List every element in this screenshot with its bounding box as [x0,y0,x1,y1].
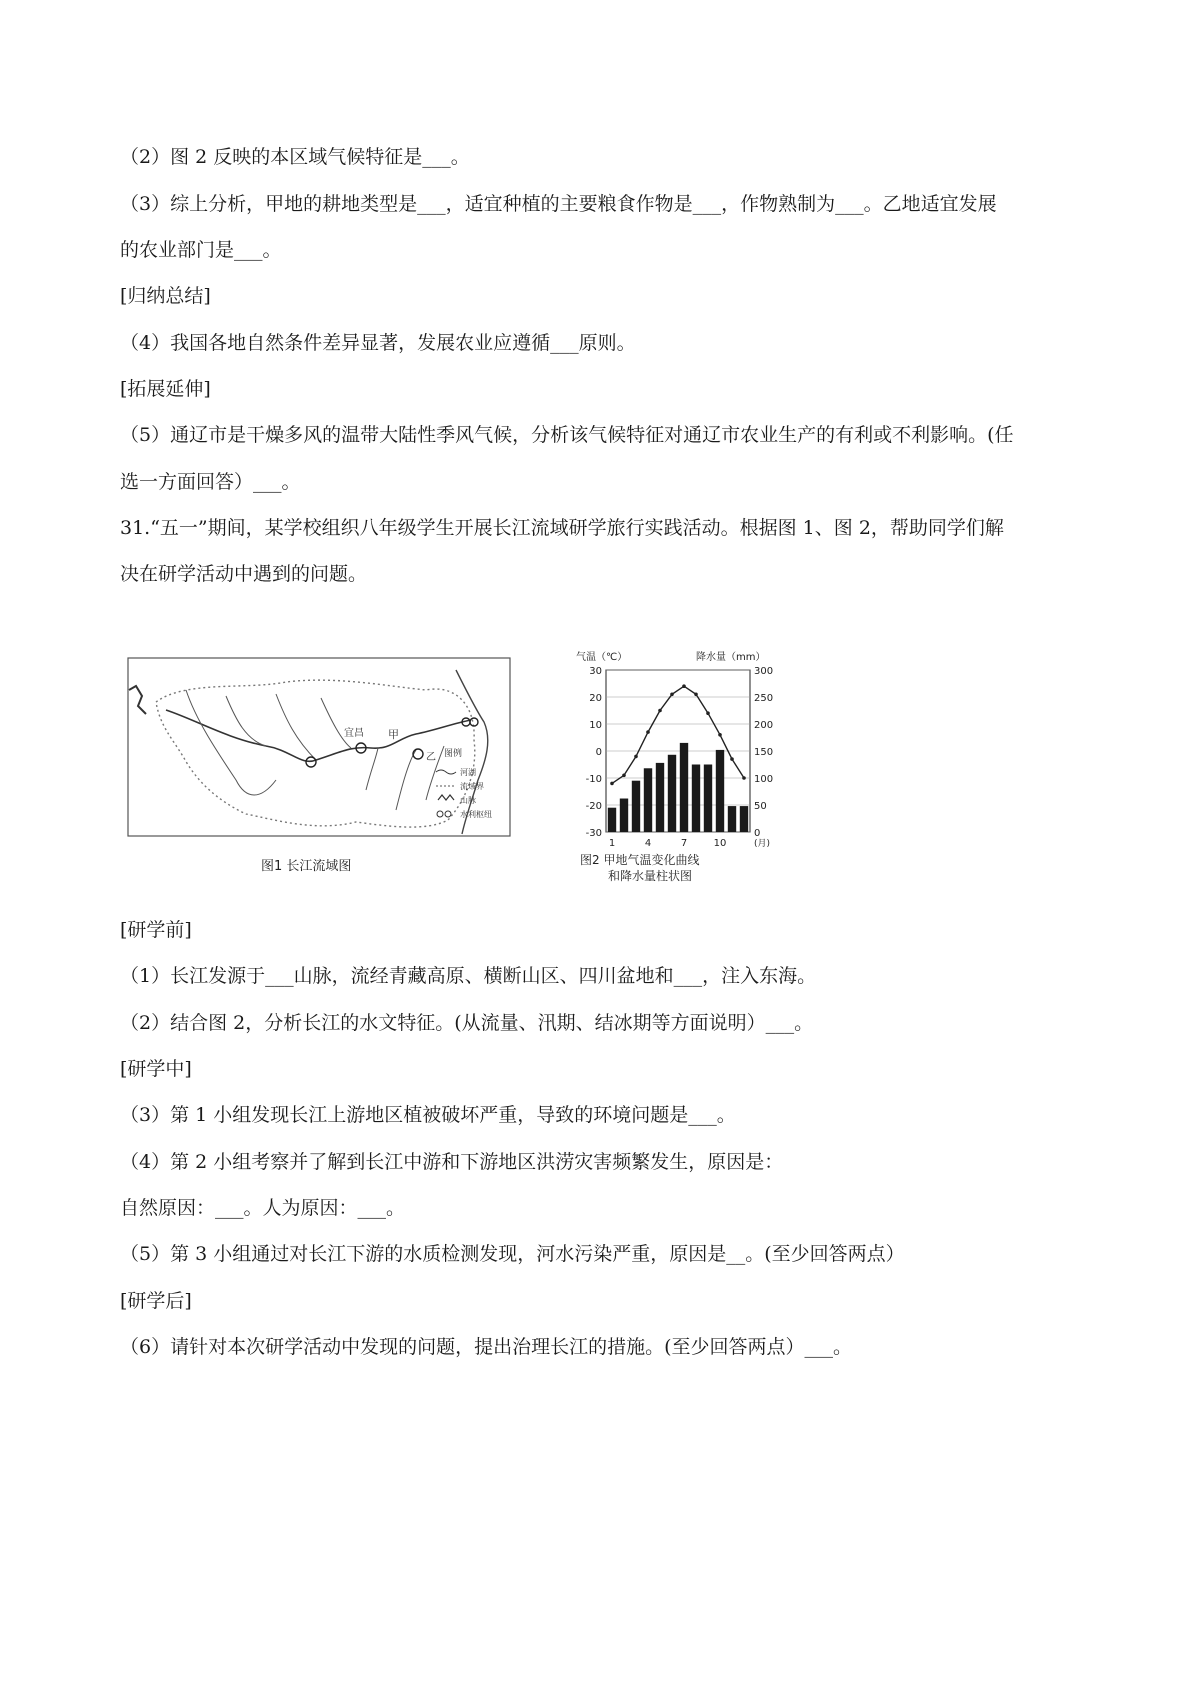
temperature-point [742,776,746,780]
chart-caption-1: 图2 甲地气温变化曲线 [580,853,700,867]
section-heading-summary: [归纳总结] [120,285,211,307]
text-line-8: 选一方面回答）___。 [120,471,301,493]
precip-bar [608,808,616,832]
month-tick-label: 7 [680,838,688,849]
precip-tick-label: 0 [754,828,761,839]
map-label-yichang: 宜昌 [344,728,364,739]
yangtze-basin-map [126,650,516,900]
section-heading-extension: [拓展延伸] [120,378,211,400]
precip-bar [644,768,652,832]
month-tick-label: 1 [608,838,616,849]
temperature-point [694,693,698,697]
text-line-7: （5）通辽市是干燥多风的温带大陆性季风气候，分析该气候特征对通辽市农业生产的有利或不利影响。(任 [120,424,1014,446]
text-line-17: 自然原因：___。人为原因：___。 [120,1197,406,1219]
figure-row [126,650,846,900]
precip-tick-label: 300 [754,666,774,677]
precip-tick-label: 100 [754,774,774,785]
temperature-point [706,711,710,715]
temperature-point [658,709,662,713]
precip-tick-label: 200 [754,720,774,731]
temperature-point [610,782,614,786]
map-label-yi: 乙 [426,752,436,763]
text-line-18: （5）第 3 小组通过对长江下游的水质检测发现，河水污染严重，原因是__。(至少回答两点） [120,1243,905,1265]
temp-tick-label: -20 [585,801,602,812]
temp-tick-label: 30 [589,666,602,677]
text-line-2: （3）综上分析，甲地的耕地类型是___，适宜种植的主要粮食作物是___，作物熟制为___。乙地适宜发展 [120,193,997,215]
text-line-1: （2）图 2 反映的本区域气候特征是___。 [120,146,470,168]
temp-tick-label: -10 [585,774,602,785]
chart-caption-2: 和降水量柱状图 [608,869,693,883]
svg-text:图例: 图例 [444,749,463,759]
month-tick-label: 10 [713,838,727,849]
temperature-point [622,774,626,778]
temp-tick-label: 10 [589,720,602,731]
temperature-point [730,757,734,761]
precip-bars [608,743,748,832]
svg-text:流域界: 流域界 [460,782,484,791]
section-heading-before: [研学前] [120,919,192,941]
text-line-5: （4）我国各地自然条件差异显著，发展农业应遵循___原则。 [120,332,636,354]
map-caption: 图1 长江流域图 [261,859,352,874]
precip-bar [620,799,628,832]
temperature-point [634,755,638,759]
section-heading-after: [研学后] [120,1290,192,1312]
precip-bar [692,765,700,833]
precip-bar [704,765,712,833]
precip-bar [728,806,736,832]
question-31-line-2: 决在研学活动中遇到的问题。 [120,563,368,585]
precip-bar [680,743,688,832]
svg-text:山脉: 山脉 [460,796,476,805]
temperature-point [670,693,674,697]
question-31-line-1: 31.“五一”期间，某学校组织八年级学生开展长江流域研学旅行实践活动。根据图 1、图 2，帮助同学们解 [120,517,1004,539]
temperature-point [646,730,650,734]
svg-text:水利枢纽: 水利枢纽 [460,810,492,819]
month-tick-label: 4 [644,838,652,849]
temperature-points [610,684,746,785]
map-label-jia: 甲 [388,728,399,741]
temperature-line [612,686,744,783]
precip-bar [632,781,640,832]
text-line-13: （2）结合图 2，分析长江的水文特征。(从流量、汛期、结冰期等方面说明）___。 [120,1012,814,1034]
section-heading-during: [研学中] [120,1058,192,1080]
precip-tick-label: 250 [754,693,774,704]
temp-tick-label: 0 [595,747,602,758]
left-axis-label: 气温（℃） [576,652,628,663]
svg-text:河湖: 河湖 [460,768,476,777]
precip-tick-label: 50 [754,801,767,812]
temperature-point [718,733,722,737]
precip-tick-label: 150 [754,747,774,758]
temp-tick-label: 20 [589,693,602,704]
precip-bar [668,755,676,832]
climate-chart [572,650,812,900]
temperature-point [682,684,686,688]
month-unit: (月) [754,839,771,849]
text-line-3: 的农业部门是___。 [120,239,282,261]
text-line-15: （3）第 1 小组发现长江上游地区植被破坏严重，导致的环境问题是___。 [120,1104,736,1126]
temp-ticks [586,666,602,839]
precip-bar [656,763,664,832]
precip-bar [716,750,724,832]
text-line-12: （1）长江发源于___山脉，流经青藏高原、横断山区、四川盆地和___，注入东海。 [120,965,817,987]
precip-bar [740,806,748,832]
right-axis-label: 降水量（mm） [696,652,766,663]
text-line-20: （6）请针对本次研学活动中发现的问题，提出治理长江的措施。(至少回答两点）___。 [120,1336,853,1358]
text-line-16: （4）第 2 小组考察并了解到长江中游和下游地区洪涝灾害频繁发生，原因是： [120,1151,784,1173]
temp-tick-label: -30 [585,828,602,839]
precip-ticks [754,666,773,839]
month-ticks [609,838,727,849]
